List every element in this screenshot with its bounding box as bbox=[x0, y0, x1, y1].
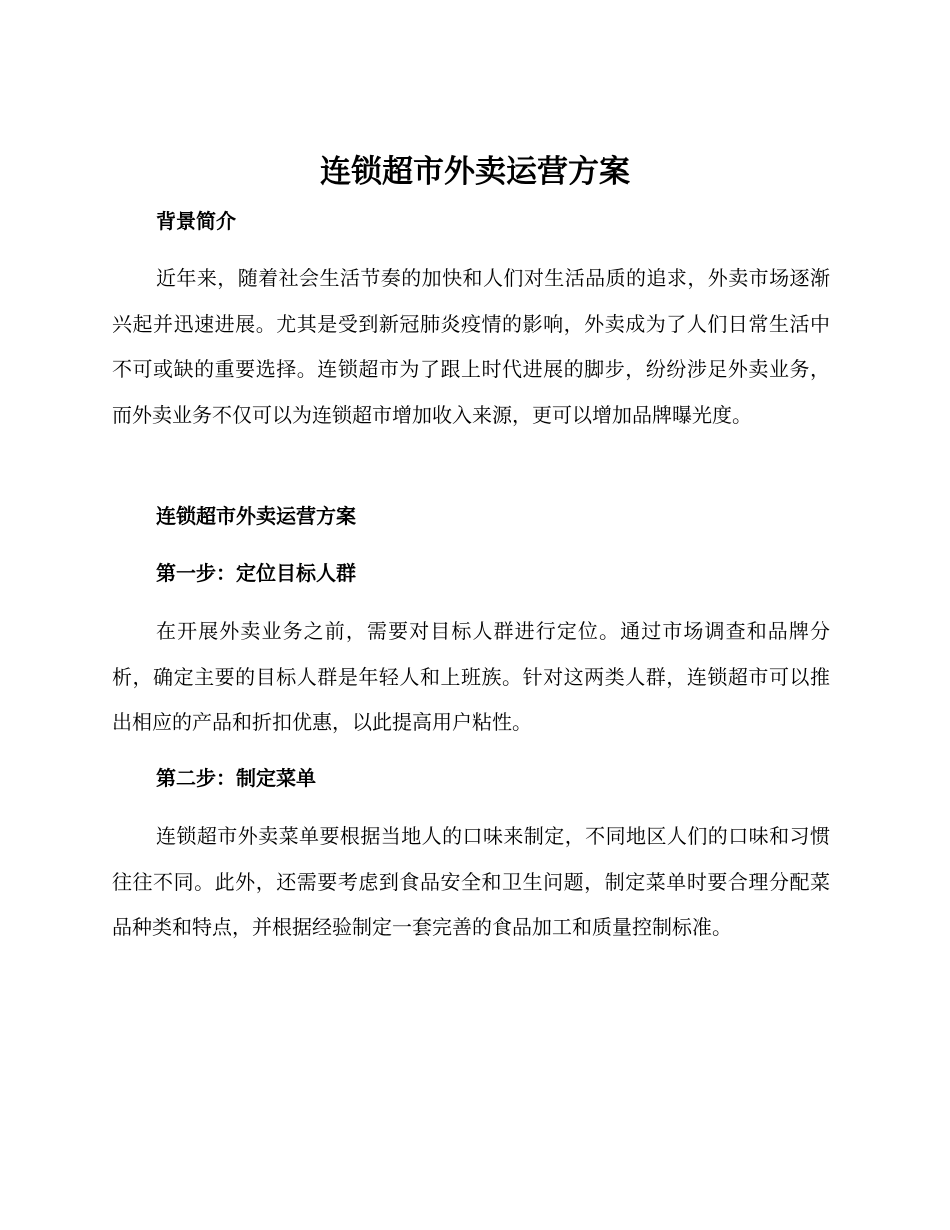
paragraph-step-one: 在开展外卖业务之前，需要对目标人群进行定位。通过市场调查和品牌分析，确定主要的目标人群是年轻人和上班族。针对这两类人群，连锁超市可以推出相应的产品和折扣优惠，以此提高用户粘性。 bbox=[112, 619, 830, 734]
paragraph-background: 近年来，随着社会生活节奏的加快和人们对生活品质的追求，外卖市场逐渐兴起并迅速进展。尤其是受到新冠肺炎疫情的影响，外卖成为了人们日常生活中不可或缺的重要选择。连锁超市为了跟上时代进展的脚步，纷纷涉足外卖业务，而外卖业务不仅可以为连锁超市增加收入来源，更可以增加品牌曝光度。 bbox=[112, 266, 830, 427]
section-heading-step-two: 第二步：制定菜单 bbox=[156, 766, 316, 790]
document-title: 连锁超市外卖运营方案 bbox=[320, 154, 630, 190]
section-heading-background: 背景简介 bbox=[156, 209, 236, 233]
section-heading-plan: 连锁超市外卖运营方案 bbox=[156, 504, 356, 528]
section-heading-step-one: 第一步：定位目标人群 bbox=[156, 561, 356, 585]
paragraph-step-two: 连锁超市外卖菜单要根据当地人的口味来制定，不同地区人们的口味和习惯往往不同。此外，还需要考虑到食品安全和卫生问题，制定菜单时要合理分配菜品种类和特点，并根据经验制定一套完善的食品加工和质量控制标准。 bbox=[112, 824, 830, 939]
